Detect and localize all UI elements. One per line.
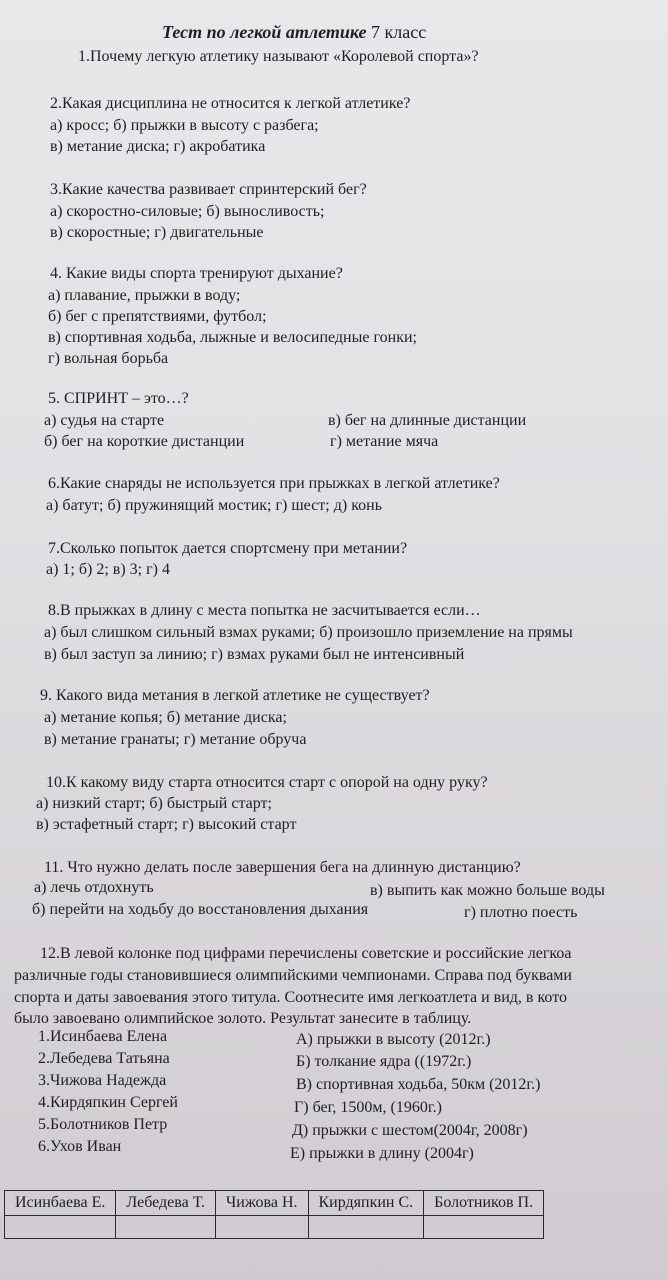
q8-option-line: в) был заступ за линию; г) взмах руками был не интенсивный (44, 646, 465, 663)
q7-option-line: а) 1; б) 2; в) 3; г) 4 (46, 561, 171, 578)
q5-option-v: в) бег на длинные дистанции (328, 412, 527, 429)
q5-option-b: б) бег на короткие дистанции (44, 433, 245, 450)
answer-cell[interactable] (215, 1216, 308, 1239)
answer-cell[interactable] (5, 1216, 116, 1239)
q4-option-line: г) вольная борьба (48, 350, 169, 367)
q10-option-line: в) эстафетный старт; г) высокий старт (36, 816, 297, 833)
q8-option-line: а) был слишком сильный взмах руками; б) произошло приземление на прямы (44, 624, 573, 641)
q11-option-v: в) выпить как можно больше воды (370, 882, 605, 899)
question-9: 9. Какого вида метания в легкой атлетике не существует? (40, 687, 430, 704)
athlete-item: 4.Кирдяпкин Сергей (38, 1094, 178, 1111)
athlete-item: 2.Лебедева Татьяна (38, 1050, 170, 1067)
question-1: 1.Почему легкую атлетику называют «Королевой спорта»? (78, 48, 479, 65)
page-title (162, 22, 426, 42)
question-8: 8.В прыжках в длину с места попытка не засчитывается если… (48, 602, 481, 619)
event-item: А) прыжки в высоту (2012г.) (296, 1031, 491, 1048)
q3-option-line: в) скоростные; г) двигательные (50, 224, 264, 241)
q10-option-line: а) низкий старт; б) быстрый старт; (36, 795, 272, 812)
q4-option-line: в) спортивная ходьба, лыжные и велосипедные гонки; (48, 329, 417, 346)
question-5: 5. СПРИНТ – это…? (48, 390, 189, 407)
athlete-item: 3.Чижова Надежда (38, 1072, 167, 1089)
question-4: 4. Какие виды спорта тренируют дыхание? (50, 265, 343, 282)
q2-option-line: в) метание диска; г) акробатика (50, 138, 266, 155)
q2-option-line: а) кросс; б) прыжки в высоту с разбега; (50, 117, 319, 134)
question-10: 10.К какому виду старта относится старт с опорой на одну руку? (46, 774, 488, 791)
question-2: 2.Какая дисциплина не относится к легкой атлетике? (50, 95, 411, 112)
q12-text-line: различные годы становившиеся олимпийскими чемпионами. Справа под буквами (14, 967, 572, 984)
q9-option-line: в) метание гранаты; г) метание обруча (44, 731, 307, 748)
title-main: Тест по легкой атлетике (162, 22, 367, 42)
q5-option-a: а) судья на старте (44, 412, 165, 429)
q3-option-line: а) скоростно-силовые; б) выносливость; (50, 203, 325, 220)
question-3: 3.Какие качества развивает спринтерский бег? (50, 181, 367, 198)
athlete-item: 5.Болотников Петр (38, 1116, 168, 1133)
question-12: 12.В левой колонке под цифрами перечислены советские и российские легкоа (40, 945, 572, 962)
event-item: В) спортивная ходьба, 50км (2012г.) (296, 1076, 541, 1093)
q12-text-line: было завоевано олимпийское золото. Результат занесите в таблицу. (14, 1010, 472, 1027)
answer-table (4, 1190, 544, 1239)
question-11: 11. Что нужно делать после завершения бега на длинную дистанцию? (44, 859, 521, 876)
q5-option-g: г) метание мяча (330, 433, 439, 450)
event-item: Д) прыжки с шестом(2004г, 2008г) (292, 1122, 528, 1139)
athlete-item: 6.Ухов Иван (38, 1138, 122, 1155)
q4-option-line: а) плавание, прыжки в воду; (48, 287, 241, 304)
q11-option-b: б) перейти на ходьбу до восстановления дыхания (32, 901, 369, 918)
answer-table-header-row (5, 1191, 544, 1216)
question-7: 7.Сколько попыток дается спортсмену при метании? (48, 540, 408, 557)
event-item: Г) бег, 1500м, (1960г.) (294, 1099, 442, 1116)
answer-table-header-cell: Чижова Н. (215, 1191, 308, 1216)
answer-table-answer-row (5, 1216, 544, 1239)
q11-option-a: а) лечь отдохнуть (34, 879, 154, 896)
question-6: 6.Какие снаряды не используется при прыжках в легкой атлетике? (48, 475, 500, 492)
q4-option-line: б) бег с препятствиями, футбол; (48, 308, 267, 325)
answer-table-header-cell: Кирдяпкин С. (308, 1191, 424, 1216)
answer-cell[interactable] (308, 1216, 424, 1239)
q9-option-line: а) метание копья; б) метание диска; (44, 709, 287, 726)
answer-table-header-cell: Исинбаева Е. (5, 1191, 116, 1216)
answer-table-header-cell: Болотников П. (424, 1191, 544, 1216)
q6-option-line: а) батут; б) пружинящий мостик; г) шест; д) конь (46, 497, 383, 514)
answer-cell[interactable] (116, 1216, 216, 1239)
answer-table-header-cell: Лебедева Т. (116, 1191, 216, 1216)
q12-text-line: спорта и даты завоевания этого титула. Соотнесите имя легкоатлета и вид, в кото (14, 989, 567, 1006)
athlete-item: 1.Исинбаева Елена (38, 1028, 168, 1045)
event-item: Е) прыжки в длину (2004г) (290, 1145, 474, 1162)
answer-cell[interactable] (424, 1216, 544, 1239)
event-item: Б) толкание ядра ((1972г.) (296, 1053, 472, 1070)
title-grade: 7 класс (366, 22, 427, 42)
q11-option-g: г) плотно поесть (464, 904, 578, 921)
